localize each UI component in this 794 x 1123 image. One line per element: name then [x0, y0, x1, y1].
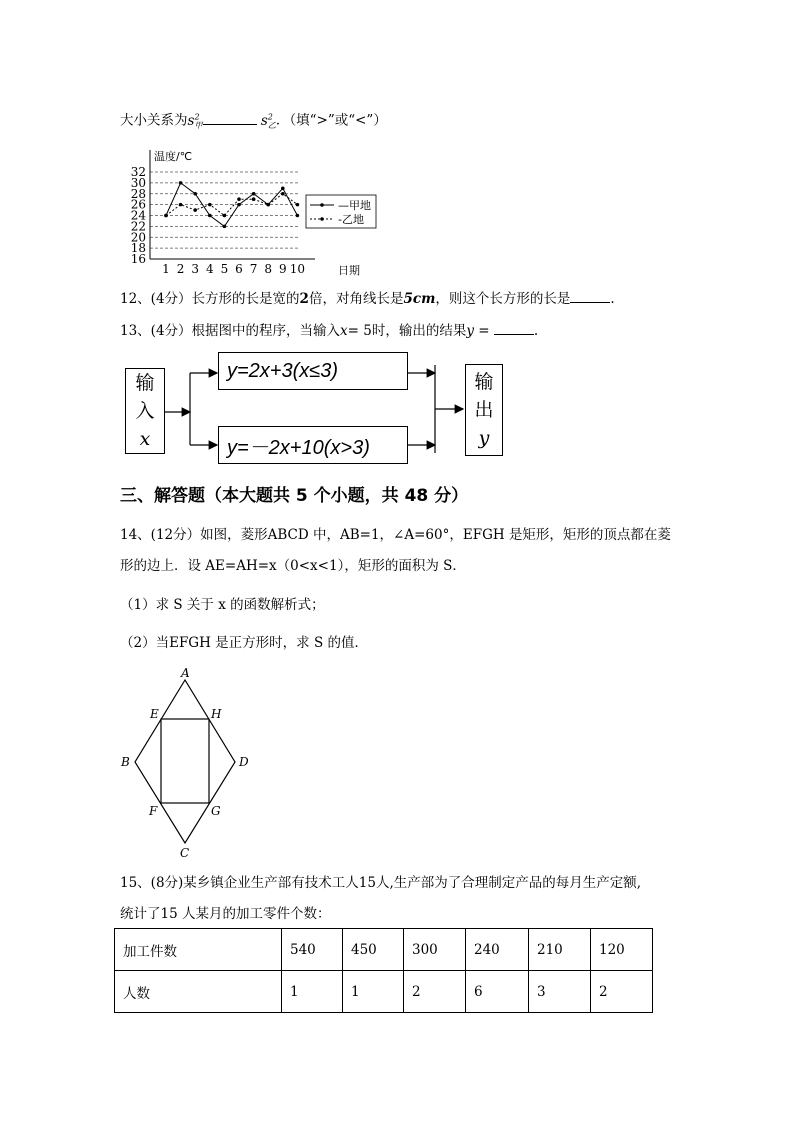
- series-jia-point: [237, 203, 241, 207]
- q12-answer-blank[interactable]: [570, 290, 610, 303]
- output-box: [465, 364, 503, 456]
- formula-2: y=－2x+10(x>3): [227, 436, 370, 459]
- x-tick-label: 10: [289, 262, 306, 276]
- q11-suffix: ．（填“>”或“<”）: [275, 112, 387, 129]
- table-cell: 加工件数: [115, 929, 282, 971]
- label-c: C: [180, 846, 190, 860]
- q12-line: [120, 290, 615, 308]
- rectangle-efgh: [161, 719, 209, 803]
- y-tick-label: 30: [130, 175, 146, 190]
- q14-line2: 形的边上．设 AE=AH=x（0<x<1），矩形的面积为 S．: [120, 558, 466, 574]
- y-tick-label: 26: [130, 197, 146, 212]
- x-axis-label: 日期: [338, 264, 360, 277]
- section3-title: 三、解答题（本大题共 5 个小题，共 48 分）: [120, 486, 469, 506]
- q14-part1: （1）求 S 关于 x 的函数解析式；: [120, 597, 325, 613]
- input-char-1: 输: [135, 372, 155, 394]
- y-tick-label: 28: [130, 186, 146, 201]
- q13-var-y: y: [466, 323, 475, 339]
- series-jia-point: [223, 225, 227, 229]
- series-jia-point: [179, 181, 183, 185]
- table-cell: 人数: [115, 971, 282, 1013]
- table-row: [115, 971, 653, 1013]
- q11-prefix: 大小关系为: [120, 112, 188, 129]
- y-tick-label: 18: [130, 241, 146, 256]
- q12-text-c: ，则这个长方形的长是: [435, 291, 571, 307]
- q13-text-b: 时，输出的结果: [371, 323, 467, 339]
- input-var: x: [139, 428, 151, 450]
- q13-line: [120, 322, 538, 340]
- table-cell: 210: [529, 929, 591, 971]
- output-var: y: [478, 427, 490, 449]
- x-tick-label: 6: [235, 262, 243, 276]
- q14-part2: （2）当EFGH 是正方形时，求 S 的值．: [120, 635, 368, 651]
- y-tick-label: 24: [130, 208, 146, 223]
- y-tick-label: 22: [130, 219, 146, 234]
- formula-box-2: [218, 426, 408, 464]
- s-yi: $s^2_乙$: [260, 112, 276, 131]
- x-tick-label: 9: [278, 262, 287, 276]
- series-yi-point: [164, 214, 168, 218]
- series-yi-point: [208, 203, 212, 207]
- q12-bold-len: 5cm: [403, 291, 436, 307]
- q15-line2: 统计了15 人某月的加工零件个数：: [120, 906, 331, 922]
- temperature-chart: [118, 146, 378, 278]
- q13-var-x: x: [340, 323, 348, 339]
- table-cell: 1: [343, 971, 404, 1013]
- label-f: F: [149, 804, 158, 818]
- label-g: G: [211, 804, 221, 818]
- answer-blank[interactable]: [203, 112, 257, 125]
- series-yi-point: [266, 203, 270, 207]
- s-jia: $s^2_甲$: [187, 112, 203, 131]
- x-tick-label: 4: [205, 262, 214, 276]
- q12-text-a: 12、(4分）长方形的长是宽的: [120, 291, 300, 307]
- q14-line1: 14、(12分）如图，菱形ABCD 中，AB=1，∠A=60°，EFGH 是矩形，矩形的顶点都在菱: [120, 527, 671, 543]
- x-tick-label: 5: [220, 262, 229, 276]
- legend-yi-label: -乙地: [338, 213, 364, 226]
- input-box: [125, 368, 165, 454]
- label-b: B: [121, 755, 130, 769]
- legend-yi-marker: [320, 217, 324, 221]
- table-cell: 120: [591, 929, 653, 971]
- series-yi-point: [179, 203, 183, 207]
- series-jia-point: [208, 214, 212, 218]
- table-cell: 540: [282, 929, 343, 971]
- q12-end: .: [610, 291, 615, 307]
- series-jia-point: [193, 192, 197, 196]
- table-cell: 1: [282, 971, 343, 1013]
- series-jia-point: [296, 214, 300, 218]
- output-char-1: 输: [474, 371, 494, 393]
- label-a: A: [181, 666, 190, 680]
- rhombus-figure: [115, 665, 265, 860]
- table-cell: 240: [466, 929, 529, 971]
- label-d: D: [239, 755, 249, 769]
- table-cell: 3: [529, 971, 591, 1013]
- label-e: E: [150, 707, 159, 721]
- q13-end: .: [533, 323, 539, 339]
- series-jia-point: [252, 192, 256, 196]
- x-tick-label: 8: [264, 262, 273, 276]
- label-h: H: [211, 707, 222, 721]
- q13-text-a: 13、(4分）根据图中的程序，当输入: [120, 323, 341, 339]
- q12-bold-num: 2: [299, 291, 309, 307]
- legend-jia-marker: [320, 203, 324, 207]
- series-yi-point: [223, 214, 227, 218]
- table-cell: 6: [466, 971, 529, 1013]
- data-table: [114, 928, 653, 1013]
- q12-text-b: 倍，对角线长是: [308, 291, 404, 307]
- q13-eq: =: [474, 323, 494, 339]
- formula-1: y=2x+3(x≤3): [227, 359, 339, 382]
- q13-eq5: = 5: [347, 323, 372, 339]
- x-tick-label: 1: [162, 262, 170, 276]
- series-jia-point: [281, 187, 285, 191]
- x-tick-label: 3: [191, 262, 200, 276]
- formula-box-1: [218, 352, 408, 390]
- series-yi-point: [193, 208, 197, 212]
- input-char-2: 入: [135, 400, 155, 422]
- table-cell: 450: [343, 929, 404, 971]
- x-tick-label: 7: [249, 262, 258, 276]
- table-row: [115, 929, 653, 971]
- y-tick-label: 20: [130, 230, 146, 245]
- rhombus-abcd: [135, 680, 235, 843]
- table-cell: 2: [404, 971, 466, 1013]
- q15-line1: 15、(8分)某乡镇企业生产部有技术工人15人,生产部为了合理制定产品的每月生产定额,: [120, 875, 642, 891]
- y-tick-label: 32: [130, 165, 146, 179]
- y-axis-label: 温度/℃: [154, 150, 193, 163]
- q13-answer-blank[interactable]: [494, 322, 534, 335]
- legend-jia-label: —甲地: [338, 199, 371, 212]
- x-tick-label: 2: [176, 262, 185, 276]
- output-char-2: 出: [474, 399, 494, 421]
- series-yi-point: [296, 203, 300, 207]
- series-yi-point: [237, 197, 241, 201]
- series-yi-point: [281, 192, 285, 196]
- table-cell: 300: [404, 929, 466, 971]
- series-yi-point: [252, 197, 256, 201]
- q11-tail-line: [120, 108, 387, 135]
- table-cell: 2: [591, 971, 653, 1013]
- y-tick-label: 16: [130, 252, 146, 266]
